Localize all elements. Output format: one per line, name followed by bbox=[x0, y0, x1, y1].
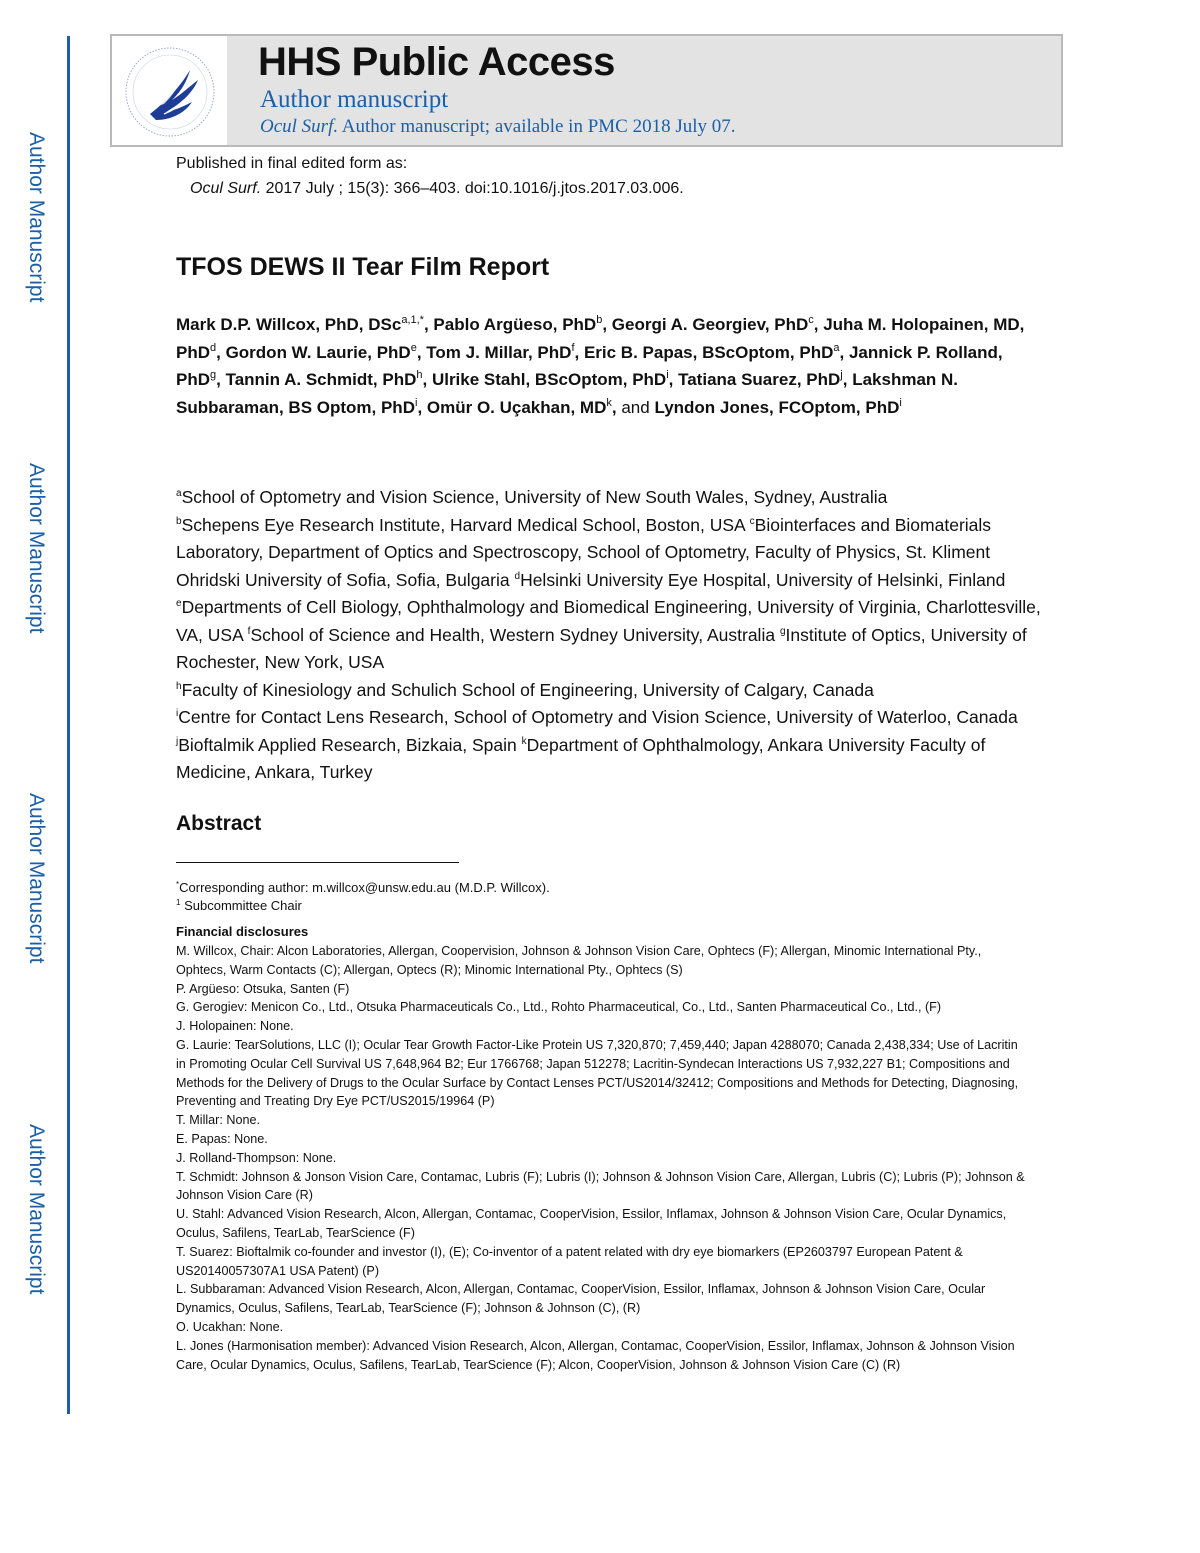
disclosure-item: M. Willcox, Chair: Alcon Laboratories, Allergan, Coopervision, Johnson & Johnson Vision Care, Ophtecs (F); Allergan, Minomic International Pty., Ophtecs, Warm Contacts (C); Allergan, Optecs (R); Minomic International Pty., Ophtecs (S) bbox=[176, 944, 982, 977]
author-and: and bbox=[621, 397, 650, 417]
affiliation: $^h$Faculty of Kinesiology and Schulich School of Engineering, University of Calgary, Canada bbox=[176, 679, 874, 700]
author: Tom J. Millar, PhD bbox=[426, 342, 572, 362]
author: Tannin A. Schmidt, PhD bbox=[225, 370, 417, 389]
author: Juha M. Holopainen, MD, PhD bbox=[176, 315, 1025, 362]
author: Jannick P. Rolland, PhD bbox=[176, 342, 1003, 389]
author: Pablo Argüeso, PhD bbox=[433, 315, 597, 334]
footnote-chair: $^1$ Subcommittee Chair bbox=[176, 898, 302, 913]
affiliation: $^a$School of Optometry and Vision Science, University of New South Wales, Sydney, Australia bbox=[176, 487, 888, 507]
affiliation: $^d$Helsinki University Eye Hospital, University of Helsinki, Finland bbox=[514, 569, 1006, 590]
author: Gordon W. Laurie, PhD bbox=[225, 342, 411, 362]
header-availability: Ocul Surf. Author manuscript; available in PMC 2018 July 07. bbox=[260, 116, 736, 137]
author: Eric B. Papas, BScOptom, PhD bbox=[583, 342, 834, 362]
disclosure-item: J. Holopainen: None. bbox=[176, 1019, 294, 1034]
disclosure-item: G. Gerogiev: Menicon Co., Ltd., Otsuka Pharmaceuticals Co., Ltd., Rohto Pharmaceutical, Co., Ltd., Santen Pharmaceutical Co., Ltd., (F) bbox=[176, 1000, 942, 1015]
disclosure-item: U. Stahl: Advanced Vision Research, Alcon, Allergan, Contamac, CooperVision, Essilor, Inflamax, Johnson & Johnson Vision Care, Ocular Dynamics, Oculus, Safilens, TearLab, TearScience (F) bbox=[176, 1207, 1007, 1240]
disclosure-item: O. Ucakhan: None. bbox=[176, 1319, 284, 1334]
author-list: Mark D.P. Willcox, PhD, DSc$^{a,1,*}$, Pablo Argüeso, PhD$^b$, Georgi A. Georgiev, PhD$^c$, Juha M. Holopainen, MD, PhD$^d$, Gordon W. Laurie, PhD$^e$, Tom J. Millar, PhD$^f$, Eric B. Papas, BScOptom, PhD$^a$, Jannick P. Rolland, PhD$^g$, Tannin A. Schmidt, PhD$^h$, Ulrike Stahl, BScOptom, PhD$^i$, Tatiana Suarez, PhD$^j$, Lakshman N. Subbaraman, BS Optom, PhD$^i$, Omür O. Uçakhan, $MD^k$, and Lyndon Jones, FCOptom, PhD$^i$ bbox=[176, 314, 1025, 417]
disclosure-item: E. Papas: None. bbox=[176, 1131, 268, 1146]
affiliation: $^e$Departments of Cell Biology, Ophthalmology and Biomedical Engineering, University of Virginia, Charlottesville, VA, USA bbox=[176, 597, 1041, 645]
disclosure-item: T. Schmidt: Johnson & Jonson Vision Care, Contamac, Lubris (F); Lubris (I); Johnson & Johnson Vision Care, Allergan, Lubris (C); Lubris (P); Johnson & Johnson Vision Care (R) bbox=[176, 1169, 1025, 1203]
disclosure-item: L. Subbaraman: Advanced Vision Research, Alcon, Allergan, Contamac, CooperVision, Essilor, Inflamax, Johnson & Johnson Vision Care, Ocular Dynamics, Oculus, Safilens, TearLab, TearScience (F); Johnson & Johnson (C), (R) bbox=[176, 1282, 986, 1316]
author: Ulrike Stahl, BScOptom, PhD bbox=[431, 370, 667, 389]
disclosure-item: P. Argüeso: Otsuka, Santen (F) bbox=[176, 981, 350, 996]
published-label: Published in final edited form as: bbox=[176, 155, 408, 172]
disclosure-list bbox=[176, 942, 1026, 1374]
affiliation: $^k$Department of Ophthalmology, Ankara University Faculty of Medicine, Ankara, Turkey bbox=[176, 734, 986, 782]
financial-disclosures-heading: Financial disclosures bbox=[176, 924, 309, 939]
side-rail bbox=[67, 36, 70, 1414]
hhs-eagle-logo-icon bbox=[120, 42, 220, 142]
author: Omür O. Uçakhan, MD bbox=[426, 397, 607, 417]
affiliation: $^b$Schepens Eye Research Institute, Harvard Medical School, Boston, USA bbox=[176, 514, 745, 535]
article-title: TFOS DEWS II Tear Film Report bbox=[176, 253, 550, 281]
author: Tatiana Suarez, PhD bbox=[678, 370, 841, 389]
disclosure-item: J. Rolland-Thompson: None. bbox=[176, 1150, 337, 1165]
author: Georgi A. Georgiev, PhD bbox=[611, 315, 809, 334]
footnote-corresponding: *Corresponding author: m.willcox@unsw.edu.au (M.D.P. Willcox). bbox=[176, 880, 550, 895]
disclosure-item: T. Millar: None. bbox=[176, 1113, 260, 1128]
affiliation: $^g$Institute of Optics, University of Rochester, New York, USA bbox=[176, 624, 1027, 672]
citation: Ocul Surf. 2017 July ; 15(3): 366–403. doi:10.1016/j.jtos.2017.03.006. bbox=[190, 180, 684, 197]
header-title: HHS Public Access bbox=[258, 40, 615, 84]
affiliation: $^i$Centre for Contact Lens Research, School of Optometry and Vision Science, University of Waterloo, Canada bbox=[176, 707, 1018, 727]
header-subtitle: Author manuscript bbox=[260, 86, 449, 113]
disclosure-item: L. Jones (Harmonisation member): Advanced Vision Research, Alcon, Allergan, Contamac, CooperVision, Essilor, Inflamax, Johnson & Johnson Vision Care, Ocular Dynamics, Oculus, Safilens, TearLab, TearScience (F); Alcon, CooperVision, Johnson & Johnson Vision Care (C) (R) bbox=[176, 1338, 1015, 1372]
affiliation: $^j$Bioftalmik Applied Research, Bizkaia, Spain bbox=[176, 734, 517, 755]
affiliation: $^f$School of Science and Health, Western Sydney University, Australia bbox=[247, 624, 776, 645]
abstract-heading: Abstract bbox=[176, 812, 262, 835]
affiliations bbox=[176, 484, 1046, 787]
author: Lakshman N. Subbaraman, BS Optom, PhD bbox=[176, 370, 959, 417]
disclosure-item: T. Suarez: Bioftalmik co-founder and investor (I), (E); Co-inventor of a patent related with dry eye biomarkers (EP2603797 European Patent & US20140057307A1 USA Patent) (P) bbox=[176, 1244, 963, 1278]
disclosure-item: G. Laurie: TearSolutions, LLC (I); Ocular Tear Growth Factor-Like Protein US 7,320,870; 7,459,440; Japan 4288070; Canada 2,438,334; Use of Lacritin in Promoting Ocular Cell Survival US 7,648,964 B2; Eur 1766768; Japan 512278; Lacritin-Syndecan Interactions US 7,932,227 B1; Compositions and Methods for the Delivery of Drugs to the Ocular Surface by Contact Lenses PCT/US2014/32412; Compositions and Methods for Detecting, Diagnosing, Preventing and Treating Dry Eye PCT/US2015/19964 (P) bbox=[176, 1037, 1019, 1109]
author: Lyndon Jones, FCOptom, PhD bbox=[654, 397, 900, 417]
author: Mark D.P. Willcox, PhD, DSc bbox=[176, 315, 402, 334]
footnote-divider bbox=[176, 862, 459, 863]
affiliation: $^c$Biointerfaces and Biomaterials Laboratory, Department of Optics and Spectroscopy, School of Optometry, Faculty of Physics, St. Kliment Ohridski University of Sofia, Sofia, Bulgaria bbox=[176, 514, 992, 590]
